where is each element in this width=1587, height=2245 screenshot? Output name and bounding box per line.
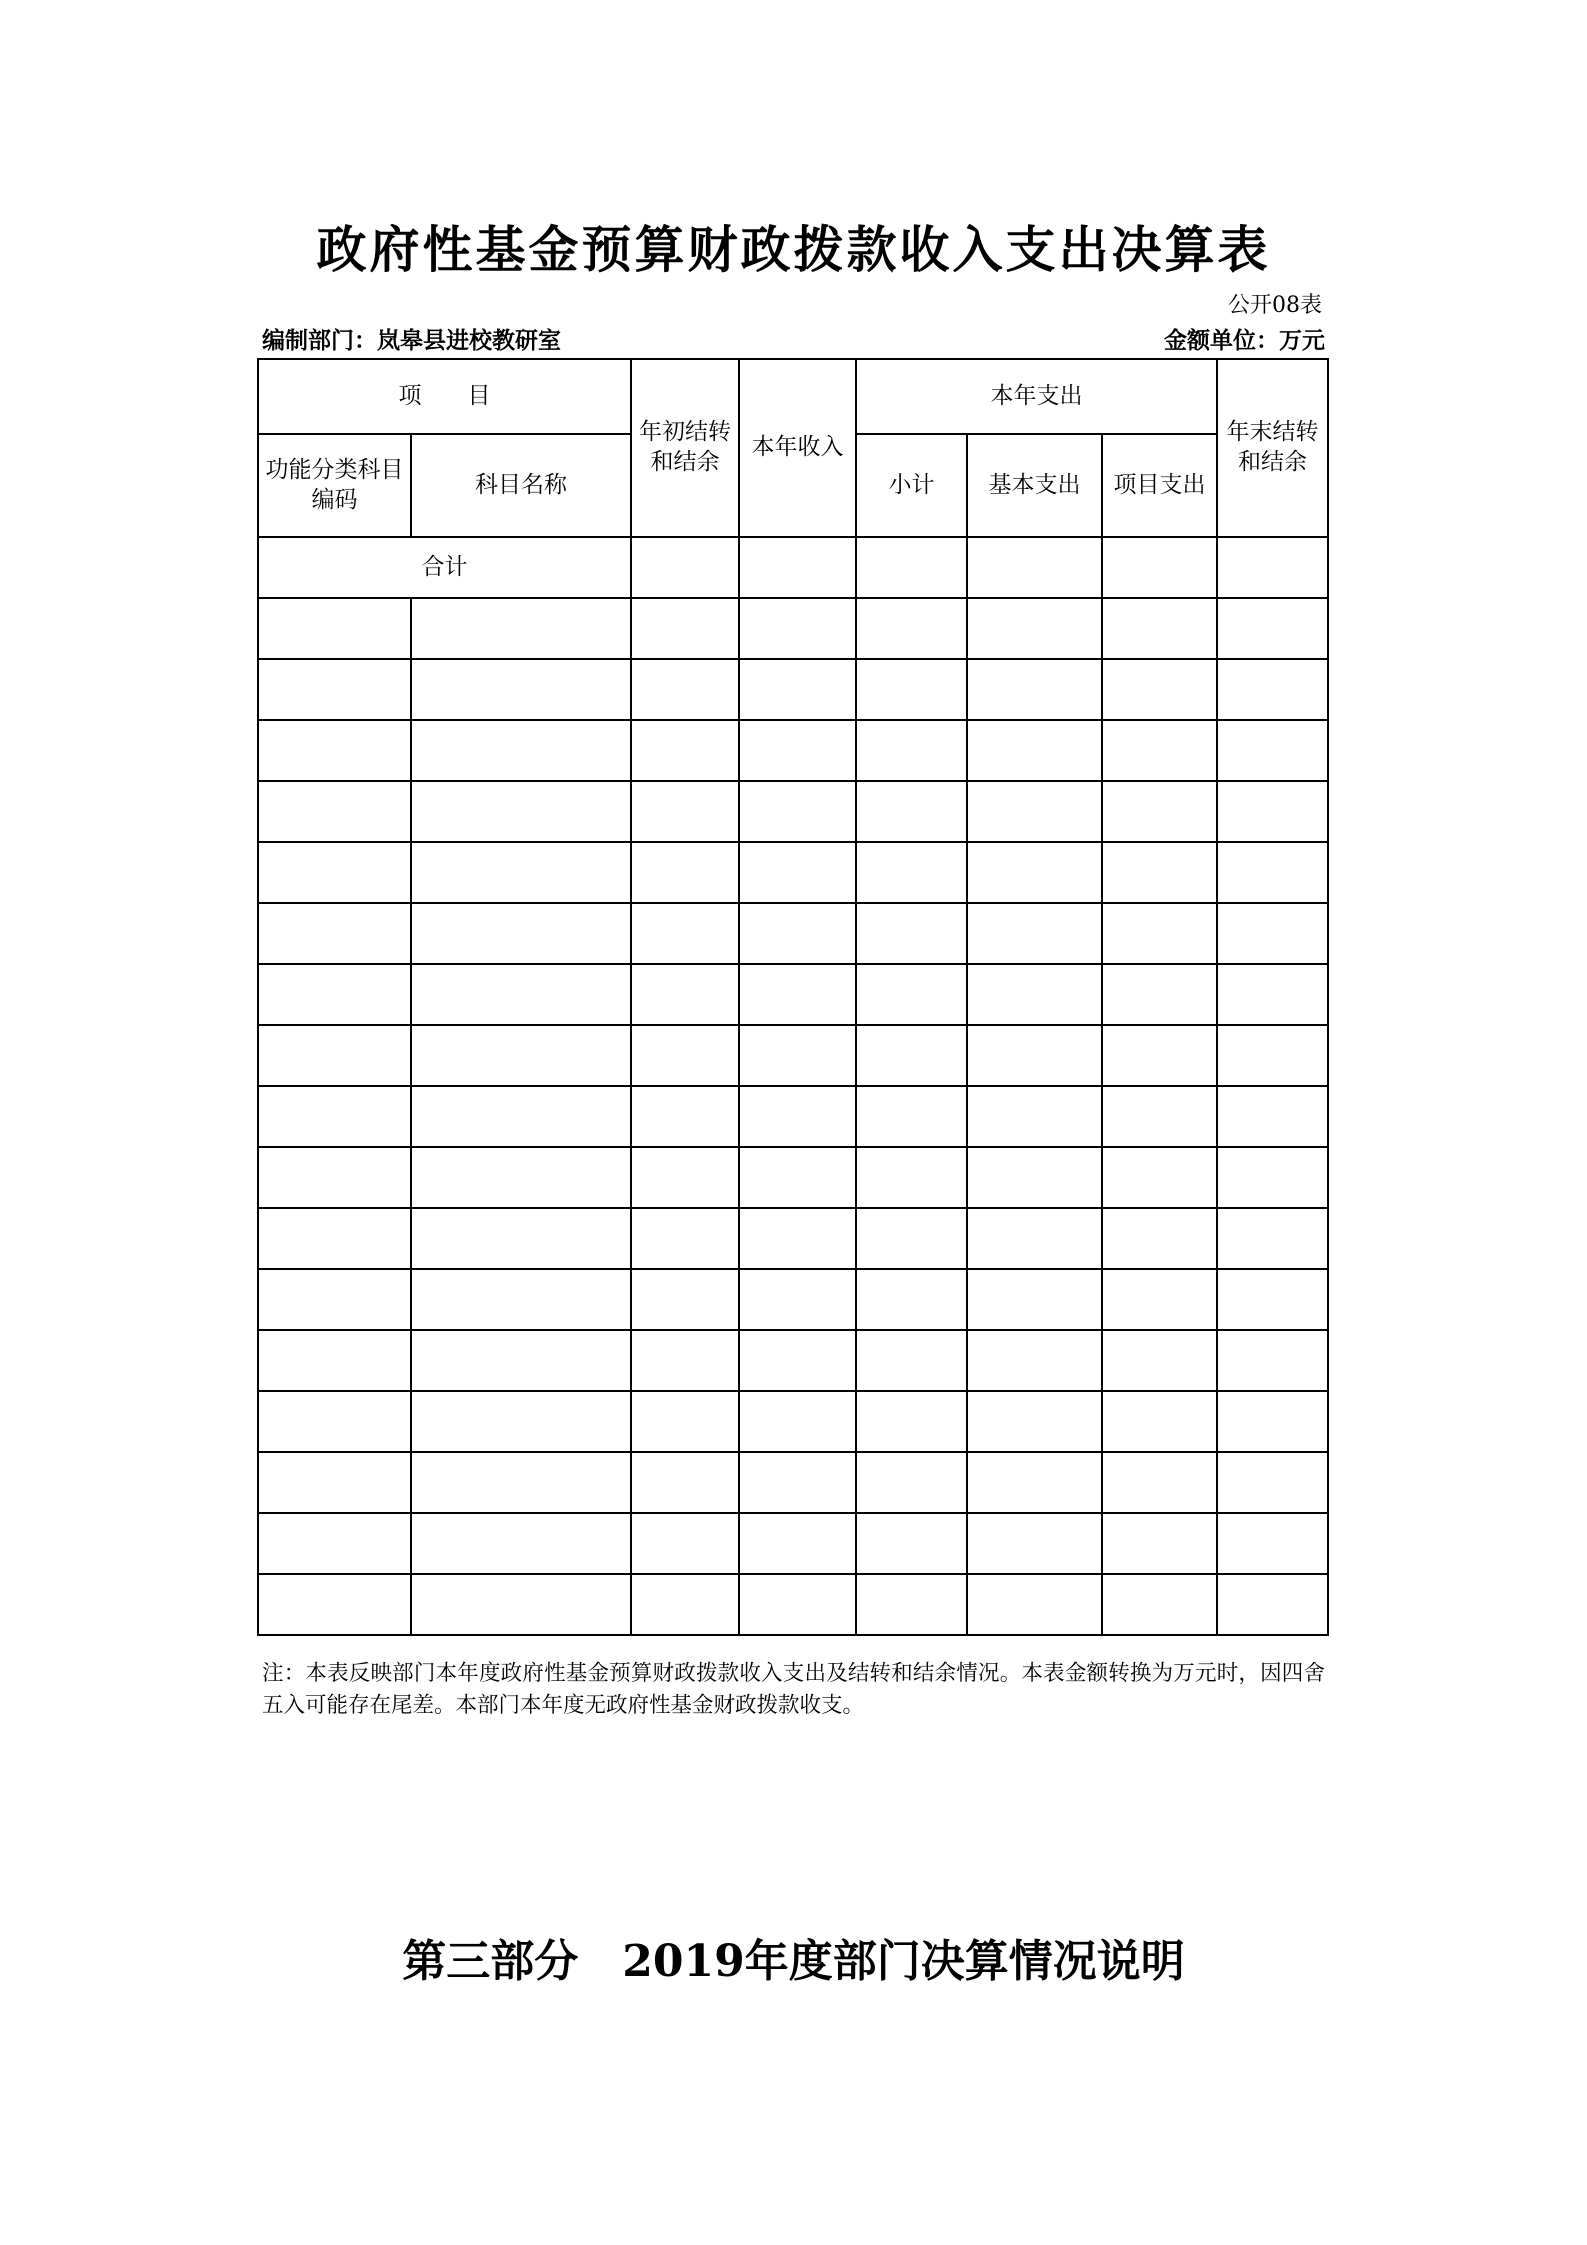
cell bbox=[739, 1208, 856, 1269]
cell bbox=[411, 1025, 631, 1086]
cell bbox=[258, 1208, 411, 1269]
cell bbox=[856, 903, 967, 964]
cell bbox=[739, 1391, 856, 1452]
cell bbox=[411, 964, 631, 1025]
cell bbox=[967, 1269, 1102, 1330]
cell bbox=[739, 903, 856, 964]
section-heading: 第三部分 2019年度部门决算情况说明 bbox=[402, 1936, 1185, 1987]
unit-label: 金额单位：万元 bbox=[1164, 327, 1325, 354]
cell bbox=[1102, 1574, 1217, 1635]
cell bbox=[631, 903, 739, 964]
cell bbox=[856, 1147, 967, 1208]
table-row bbox=[258, 598, 1328, 659]
cell bbox=[411, 1574, 631, 1635]
cell bbox=[856, 781, 967, 842]
cell bbox=[1102, 842, 1217, 903]
cell bbox=[631, 1391, 739, 1452]
cell bbox=[258, 1391, 411, 1452]
cell bbox=[856, 720, 967, 781]
table-row bbox=[258, 1513, 1328, 1574]
form-number: 公开08表 bbox=[1228, 293, 1322, 318]
cell bbox=[739, 781, 856, 842]
cell bbox=[1217, 1147, 1328, 1208]
cell bbox=[739, 1025, 856, 1086]
cell bbox=[739, 1452, 856, 1513]
cell bbox=[631, 1269, 739, 1330]
cell bbox=[631, 781, 739, 842]
cell bbox=[1102, 1208, 1217, 1269]
cell bbox=[258, 720, 411, 781]
cell bbox=[967, 964, 1102, 1025]
cell bbox=[1217, 537, 1328, 598]
cell bbox=[967, 1086, 1102, 1147]
table-row bbox=[258, 781, 1328, 842]
table-row bbox=[258, 1269, 1328, 1330]
header-basic: 基本支出 bbox=[967, 434, 1102, 537]
cell bbox=[411, 1330, 631, 1391]
cell bbox=[1102, 1391, 1217, 1452]
cell bbox=[631, 1208, 739, 1269]
cell bbox=[1102, 903, 1217, 964]
cell bbox=[411, 842, 631, 903]
cell bbox=[631, 659, 739, 720]
table-row bbox=[258, 659, 1328, 720]
header-expense: 本年支出 bbox=[856, 359, 1217, 434]
cell bbox=[258, 1574, 411, 1635]
cell bbox=[1102, 1452, 1217, 1513]
cell bbox=[1217, 1025, 1328, 1086]
cell bbox=[1102, 1147, 1217, 1208]
cell bbox=[258, 781, 411, 842]
cell bbox=[1217, 659, 1328, 720]
cell bbox=[631, 842, 739, 903]
cell bbox=[258, 1513, 411, 1574]
table-row bbox=[258, 1086, 1328, 1147]
cell bbox=[631, 720, 739, 781]
cell bbox=[1217, 1513, 1328, 1574]
cell bbox=[631, 1574, 739, 1635]
cell bbox=[631, 1513, 739, 1574]
table-row bbox=[258, 1208, 1328, 1269]
cell bbox=[411, 1452, 631, 1513]
header-project: 项目支出 bbox=[1102, 434, 1217, 537]
cell bbox=[411, 598, 631, 659]
cell bbox=[967, 781, 1102, 842]
header-subtotal: 小计 bbox=[856, 434, 967, 537]
cell bbox=[739, 842, 856, 903]
cell bbox=[1217, 598, 1328, 659]
cell bbox=[739, 659, 856, 720]
cell bbox=[1102, 659, 1217, 720]
cell bbox=[411, 1513, 631, 1574]
cell bbox=[1102, 964, 1217, 1025]
cell bbox=[631, 1452, 739, 1513]
cell bbox=[411, 781, 631, 842]
cell bbox=[1102, 781, 1217, 842]
cell bbox=[856, 659, 967, 720]
cell bbox=[1217, 1391, 1328, 1452]
cell bbox=[739, 1086, 856, 1147]
cell bbox=[739, 537, 856, 598]
cell bbox=[631, 1025, 739, 1086]
cell bbox=[1102, 720, 1217, 781]
cell bbox=[1102, 1025, 1217, 1086]
total-label: 合计 bbox=[258, 537, 631, 598]
cell bbox=[967, 1025, 1102, 1086]
cell bbox=[1217, 1086, 1328, 1147]
cell bbox=[1217, 903, 1328, 964]
cell bbox=[411, 1269, 631, 1330]
table-row bbox=[258, 1574, 1328, 1635]
cell bbox=[1217, 1330, 1328, 1391]
cell bbox=[1217, 781, 1328, 842]
table-row bbox=[258, 1391, 1328, 1452]
cell bbox=[1102, 1330, 1217, 1391]
cell bbox=[856, 1208, 967, 1269]
cell bbox=[258, 964, 411, 1025]
cell bbox=[1102, 598, 1217, 659]
cell bbox=[856, 1025, 967, 1086]
cell bbox=[856, 842, 967, 903]
table-row bbox=[258, 842, 1328, 903]
cell bbox=[411, 1208, 631, 1269]
cell bbox=[631, 598, 739, 659]
cell bbox=[967, 1330, 1102, 1391]
header-name: 科目名称 bbox=[411, 434, 631, 537]
cell bbox=[967, 1147, 1102, 1208]
cell bbox=[258, 1452, 411, 1513]
cell bbox=[631, 964, 739, 1025]
cell bbox=[739, 1269, 856, 1330]
cell bbox=[856, 1269, 967, 1330]
cell bbox=[1217, 1452, 1328, 1513]
cell bbox=[1102, 1513, 1217, 1574]
budget-table bbox=[257, 358, 1329, 1636]
cell bbox=[967, 1391, 1102, 1452]
cell bbox=[1217, 720, 1328, 781]
cell bbox=[856, 1391, 967, 1452]
cell bbox=[967, 659, 1102, 720]
cell bbox=[258, 1269, 411, 1330]
cell bbox=[967, 598, 1102, 659]
table-row bbox=[258, 1330, 1328, 1391]
cell bbox=[856, 1513, 967, 1574]
cell bbox=[967, 1208, 1102, 1269]
cell bbox=[856, 598, 967, 659]
cell bbox=[1102, 537, 1217, 598]
cell bbox=[258, 1147, 411, 1208]
table-row bbox=[258, 964, 1328, 1025]
cell bbox=[967, 537, 1102, 598]
header-code: 功能分类科目编码 bbox=[258, 434, 411, 537]
cell bbox=[258, 1330, 411, 1391]
cell bbox=[739, 964, 856, 1025]
table-row bbox=[258, 903, 1328, 964]
cell bbox=[856, 1086, 967, 1147]
cell bbox=[967, 1452, 1102, 1513]
cell bbox=[258, 903, 411, 964]
cell bbox=[856, 1574, 967, 1635]
cell bbox=[967, 1513, 1102, 1574]
cell bbox=[258, 1086, 411, 1147]
cell bbox=[1102, 1269, 1217, 1330]
report-title: 政府性基金预算财政拨款收入支出决算表 bbox=[316, 220, 1271, 279]
table-row bbox=[258, 720, 1328, 781]
header-end-balance: 年末结转和结余 bbox=[1217, 359, 1328, 537]
cell bbox=[411, 1086, 631, 1147]
cell bbox=[631, 1086, 739, 1147]
cell bbox=[631, 537, 739, 598]
cell bbox=[1217, 964, 1328, 1025]
cell bbox=[856, 537, 967, 598]
table-row bbox=[258, 1147, 1328, 1208]
cell bbox=[258, 1025, 411, 1086]
cell bbox=[1217, 1269, 1328, 1330]
cell bbox=[856, 964, 967, 1025]
table-note: 注：本表反映部门本年度政府性基金预算财政拨款收入支出及结转和结余情况。本表金额转换为万元时，因四舍五入可能存在尾差。本部门本年度无政府性基金财政拨款收支。 bbox=[262, 1661, 1325, 1719]
cell bbox=[739, 720, 856, 781]
cell bbox=[739, 1330, 856, 1391]
cell bbox=[1217, 1574, 1328, 1635]
cell bbox=[258, 598, 411, 659]
cell bbox=[967, 1574, 1102, 1635]
cell bbox=[631, 1330, 739, 1391]
empty-rows bbox=[258, 598, 1328, 1635]
cell bbox=[411, 720, 631, 781]
header-item: 项 目 bbox=[258, 359, 631, 434]
cell bbox=[258, 659, 411, 720]
cell bbox=[1102, 1086, 1217, 1147]
header-begin-balance: 年初结转和结余 bbox=[631, 359, 739, 537]
table-row bbox=[258, 1452, 1328, 1513]
cell bbox=[967, 903, 1102, 964]
cell bbox=[967, 720, 1102, 781]
cell bbox=[258, 842, 411, 903]
cell bbox=[967, 842, 1102, 903]
header-income: 本年收入 bbox=[739, 359, 856, 537]
total-row bbox=[258, 537, 1328, 598]
table-row bbox=[258, 1025, 1328, 1086]
cell bbox=[739, 1147, 856, 1208]
cell bbox=[856, 1330, 967, 1391]
cell bbox=[1217, 842, 1328, 903]
cell bbox=[411, 1391, 631, 1452]
cell bbox=[739, 598, 856, 659]
cell bbox=[1217, 1208, 1328, 1269]
cell bbox=[856, 1452, 967, 1513]
cell bbox=[739, 1574, 856, 1635]
cell bbox=[411, 903, 631, 964]
cell bbox=[411, 659, 631, 720]
cell bbox=[739, 1513, 856, 1574]
department-label: 编制部门：岚皋县进校教研室 bbox=[262, 327, 561, 354]
cell bbox=[411, 1147, 631, 1208]
cell bbox=[631, 1147, 739, 1208]
